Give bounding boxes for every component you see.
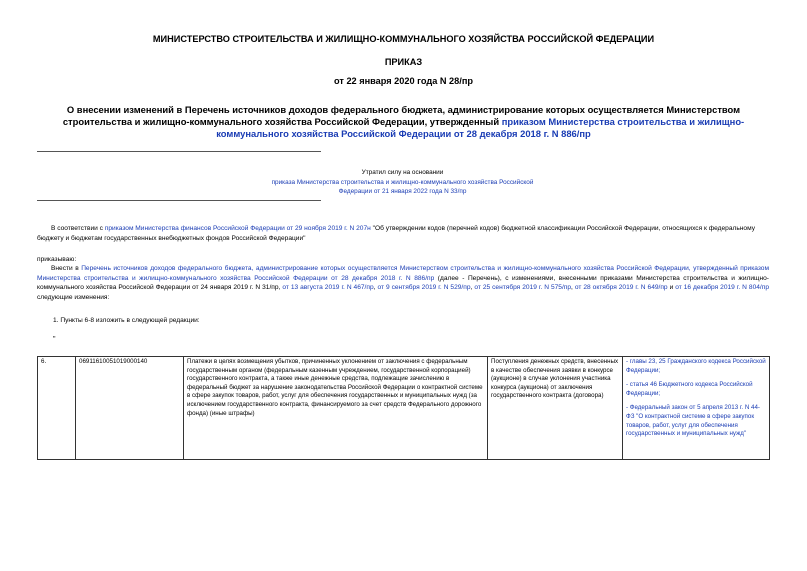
changes-link-2[interactable]: от 13 августа 2019 г. N 467/пр	[282, 284, 374, 292]
changes-link-6[interactable]: от 16 декабря 2019 г. N 804/пр	[675, 284, 769, 292]
changes-link-5[interactable]: от 28 октября 2019 г. N 649/пр	[574, 284, 668, 292]
changes-link-3[interactable]: от 9 сентября 2019 г. N 529/пр	[377, 284, 471, 292]
orders-word: приказываю:	[37, 256, 77, 263]
title-text: О внесении изменений в Перечень источников доходов федерального бюджета, администрирование которых осуществляется Министерством строительства и жилищно-коммунального хозяйства Российской Федерации, утвержденный	[62, 104, 741, 127]
table-row	[38, 357, 770, 460]
preamble-paragraph	[37, 224, 769, 243]
row-code: 06911610051019000140	[76, 357, 184, 460]
title-link[interactable]: приказом Министерства строительства и жилищно-коммунального хозяйства Российской Федерации от 28 декабря 2018 г. N 886/пр	[216, 116, 745, 139]
preamble-link[interactable]: приказом Министерства финансов Российской Федерации от 29 ноября 2019 г. N 207н	[104, 225, 371, 232]
lost-force-note	[200, 168, 605, 197]
divider-top	[37, 151, 321, 152]
ministry-heading: МИНИСТЕРСТВО СТРОИТЕЛЬСТВА И ЖИЛИЩНО-КОММУНАЛЬНОГО ХОЗЯЙСТВА РОССИЙСКОЙ ФЕДЕРАЦИИ	[152, 34, 655, 44]
row-description: Платежи в целях возмещения убытков, причиненных уклонением от заключения с федеральным государственным органом (федеральным казенным учреждением, государственной корпорацией) государственного контракта, а также иные денежные средства, подлежащие зачислению в федеральный бюджет за нарушение законодательства Российской Федерации о контрактной системе в сфере закупок товаров, работ, услуг для обеспечения государственных и муниципальных нужд (за исключением государственного контракта, финансируемого за счет средств Федерального дорожного фонда) (иные штрафы)	[184, 357, 488, 460]
changes-and: и	[667, 284, 676, 292]
lost-force-label: Утратил силу на основании	[361, 169, 444, 176]
changes-link-list[interactable]: Перечень источников доходов федерального бюджета, администрирование которых осуществляется Министерством строительства и жилищно-коммунального хозяйства Российской Федерации, утвержденный приказом Министерства строительства и жилищно-коммунального хозяйства Российской Федерации от 28 декабря 2018 г. N 886/пр	[37, 265, 769, 282]
sources-table	[37, 356, 770, 460]
changes-text-end: следующие изменения:	[37, 293, 110, 301]
changes-text-2: (далее - Перечень), с изменениями, внесенными приказами Министерства строительства и жилищно-коммунального хозяйства Российской Федерации от 24 января 2019 г. N 31/пр,	[37, 274, 769, 292]
document-type: ПРИКАЗ	[384, 57, 423, 67]
row-source: Поступления денежных средств, внесенных в качестве обеспечения заявки в конкурсе (аукционе) в случае уклонения участника конкурса (аукциона) от заключения государственного контракта (договора)	[488, 357, 623, 460]
changes-link-4[interactable]: от 25 сентября 2019 г. N 575/пр	[474, 284, 572, 292]
changes-text: Внести в	[51, 265, 82, 272]
quote-mark: "	[53, 336, 56, 343]
changes-sep: ,	[373, 284, 378, 292]
legal-link-civil-code[interactable]: - главы 23, 25 Гражданского кодекса Российской Федерации;	[626, 358, 766, 374]
legal-link-budget-code[interactable]: - статья 46 Бюджетного кодекса Российской Федерации;	[626, 381, 753, 397]
changes-sep-3: ,	[571, 284, 575, 292]
preamble-text-2: "Об утверждении кодов (перечней кодов) бюджетной классификации Российской Федерации, относящихся к федеральному бюджету и бюджетам государственных внебюджетных фондов Российской Федерации"	[37, 225, 755, 242]
item-1: 1. Пункты 6-8 изложить в следующей редакции:	[53, 317, 200, 324]
divider-bottom	[37, 200, 321, 201]
preamble-text: В соответствии с	[51, 225, 105, 232]
changes-sep-2: ,	[470, 284, 475, 292]
row-legal-basis	[623, 357, 770, 460]
changes-paragraph	[37, 264, 769, 302]
legal-link-federal-law[interactable]: - Федеральный закон от 5 апреля 2013 г. N 44-ФЗ "О контрактной системе в сфере закупок товаров, работ, услуг для обеспечения государственных и муниципальных нужд"	[626, 404, 760, 438]
document-title	[40, 104, 767, 140]
row-number: 6.	[38, 357, 76, 460]
document-date-number: от 22 января 2020 года N 28/пр	[334, 76, 473, 86]
lost-force-link[interactable]: приказа Министерства строительства и жилищно-коммунального хозяйства Российской Федерации от 21 января 2022 года N 33/пр	[271, 178, 534, 196]
